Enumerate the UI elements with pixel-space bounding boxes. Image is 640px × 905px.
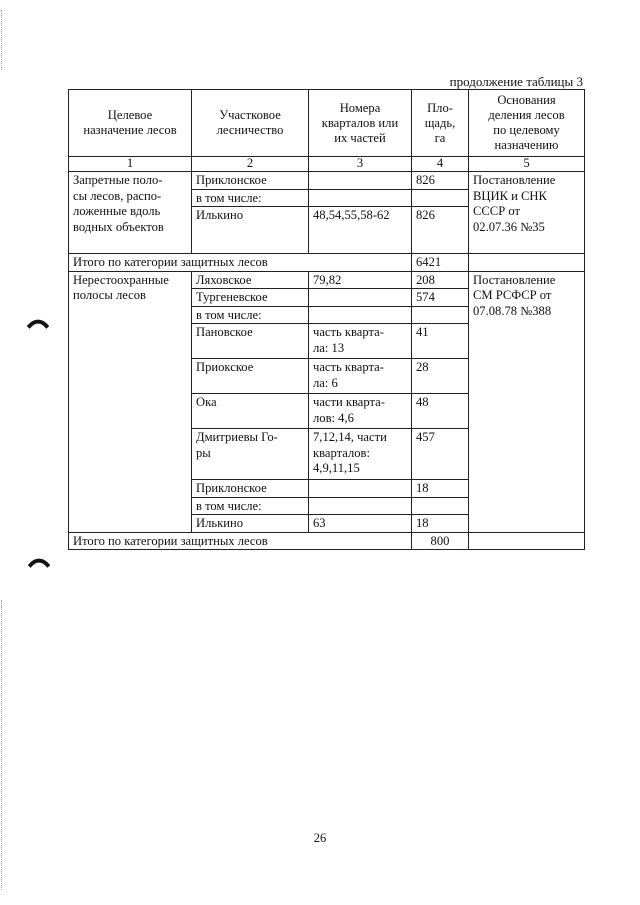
header-quarters: Номера кварталов или их частей (309, 90, 412, 157)
quarters-cell (309, 289, 412, 307)
empty-cell (469, 254, 585, 272)
area-cell: 826 (412, 172, 469, 190)
area-cell: 18 (412, 515, 469, 533)
area-cell: 18 (412, 480, 469, 498)
forestry-cell: Ока (192, 394, 309, 429)
quarters-cell: 48,54,55,58-62 (309, 207, 412, 254)
column-number: 1 (69, 157, 192, 172)
table-row (69, 172, 585, 190)
area-cell: 826 (412, 207, 469, 254)
area-cell: 28 (412, 359, 469, 394)
scan-edge-line (1, 10, 2, 70)
total-row (69, 254, 585, 272)
total-label: Итого по категории защитных лесов (69, 254, 412, 272)
quarters-cell (309, 189, 412, 207)
quarters-cell (309, 306, 412, 324)
binder-hole-mark (28, 554, 51, 577)
quarters-cell: 7,12,14, части кварталов: 4,9,11,15 (309, 429, 412, 480)
area-cell: 208 (412, 271, 469, 289)
quarters-cell (309, 497, 412, 515)
total-row (69, 532, 585, 550)
forestry-cell: Дмитриевы Го- ры (192, 429, 309, 480)
area-cell: 48 (412, 394, 469, 429)
total-label: Итого по категории защитных лесов (69, 532, 412, 550)
table-row (69, 271, 585, 289)
quarters-cell: 79,82 (309, 271, 412, 289)
quarters-cell: части кварта- лов: 4,6 (309, 394, 412, 429)
area-cell: 457 (412, 429, 469, 480)
area-cell (412, 306, 469, 324)
binder-hole-mark (27, 315, 50, 338)
forestry-cell: Тургеневское (192, 289, 309, 307)
header-forestry: Участковое лесничество (192, 90, 309, 157)
quarters-cell (309, 172, 412, 190)
forestry-cell: Ляховское (192, 271, 309, 289)
forestry-cell: Илькино (192, 515, 309, 533)
purpose-cell: Нерестоохранные полосы лесов (69, 271, 192, 532)
forestry-cell: в том числе: (192, 497, 309, 515)
quarters-cell: 63 (309, 515, 412, 533)
page-number: 26 (313, 831, 327, 845)
area-cell (412, 189, 469, 207)
column-number-row (69, 157, 585, 172)
table-header-row (69, 90, 585, 157)
purpose-cell: Запретные поло- сы лесов, распо- ложенные вдоль водных объектов (69, 172, 192, 254)
forestry-cell: Пановское (192, 324, 309, 359)
area-cell: 574 (412, 289, 469, 307)
forestry-cell: Приклонское (192, 172, 309, 190)
empty-cell (469, 532, 585, 550)
scan-edge-line (1, 600, 2, 890)
header-area: Пло- щадь, га (412, 90, 469, 157)
forestry-cell: в том числе: (192, 306, 309, 324)
total-area: 6421 (412, 254, 469, 272)
header-purpose: Целевое назначение лесов (69, 90, 192, 157)
forestry-cell: Приокское (192, 359, 309, 394)
quarters-cell (309, 480, 412, 498)
column-number: 2 (192, 157, 309, 172)
area-cell (412, 497, 469, 515)
area-cell: 41 (412, 324, 469, 359)
forestry-cell: в том числе: (192, 189, 309, 207)
header-basis: Основания деления лесов по целевому назначению (469, 90, 585, 157)
column-number: 5 (469, 157, 585, 172)
total-area: 800 (412, 532, 469, 550)
basis-cell: Постановление ВЦИК и СНК СССР от 02.07.36 №35 (469, 172, 585, 254)
forestry-cell: Илькино (192, 207, 309, 254)
quarters-cell: часть кварта- ла: 13 (309, 324, 412, 359)
quarters-cell: часть кварта- ла: 6 (309, 359, 412, 394)
basis-cell: Постановление СМ РСФСР от 07.08.78 №388 (469, 271, 585, 532)
forest-purpose-table (68, 89, 585, 550)
table-continuation-caption: продолжение таблицы 3 (449, 74, 583, 89)
column-number: 3 (309, 157, 412, 172)
forestry-cell: Приклонское (192, 480, 309, 498)
column-number: 4 (412, 157, 469, 172)
